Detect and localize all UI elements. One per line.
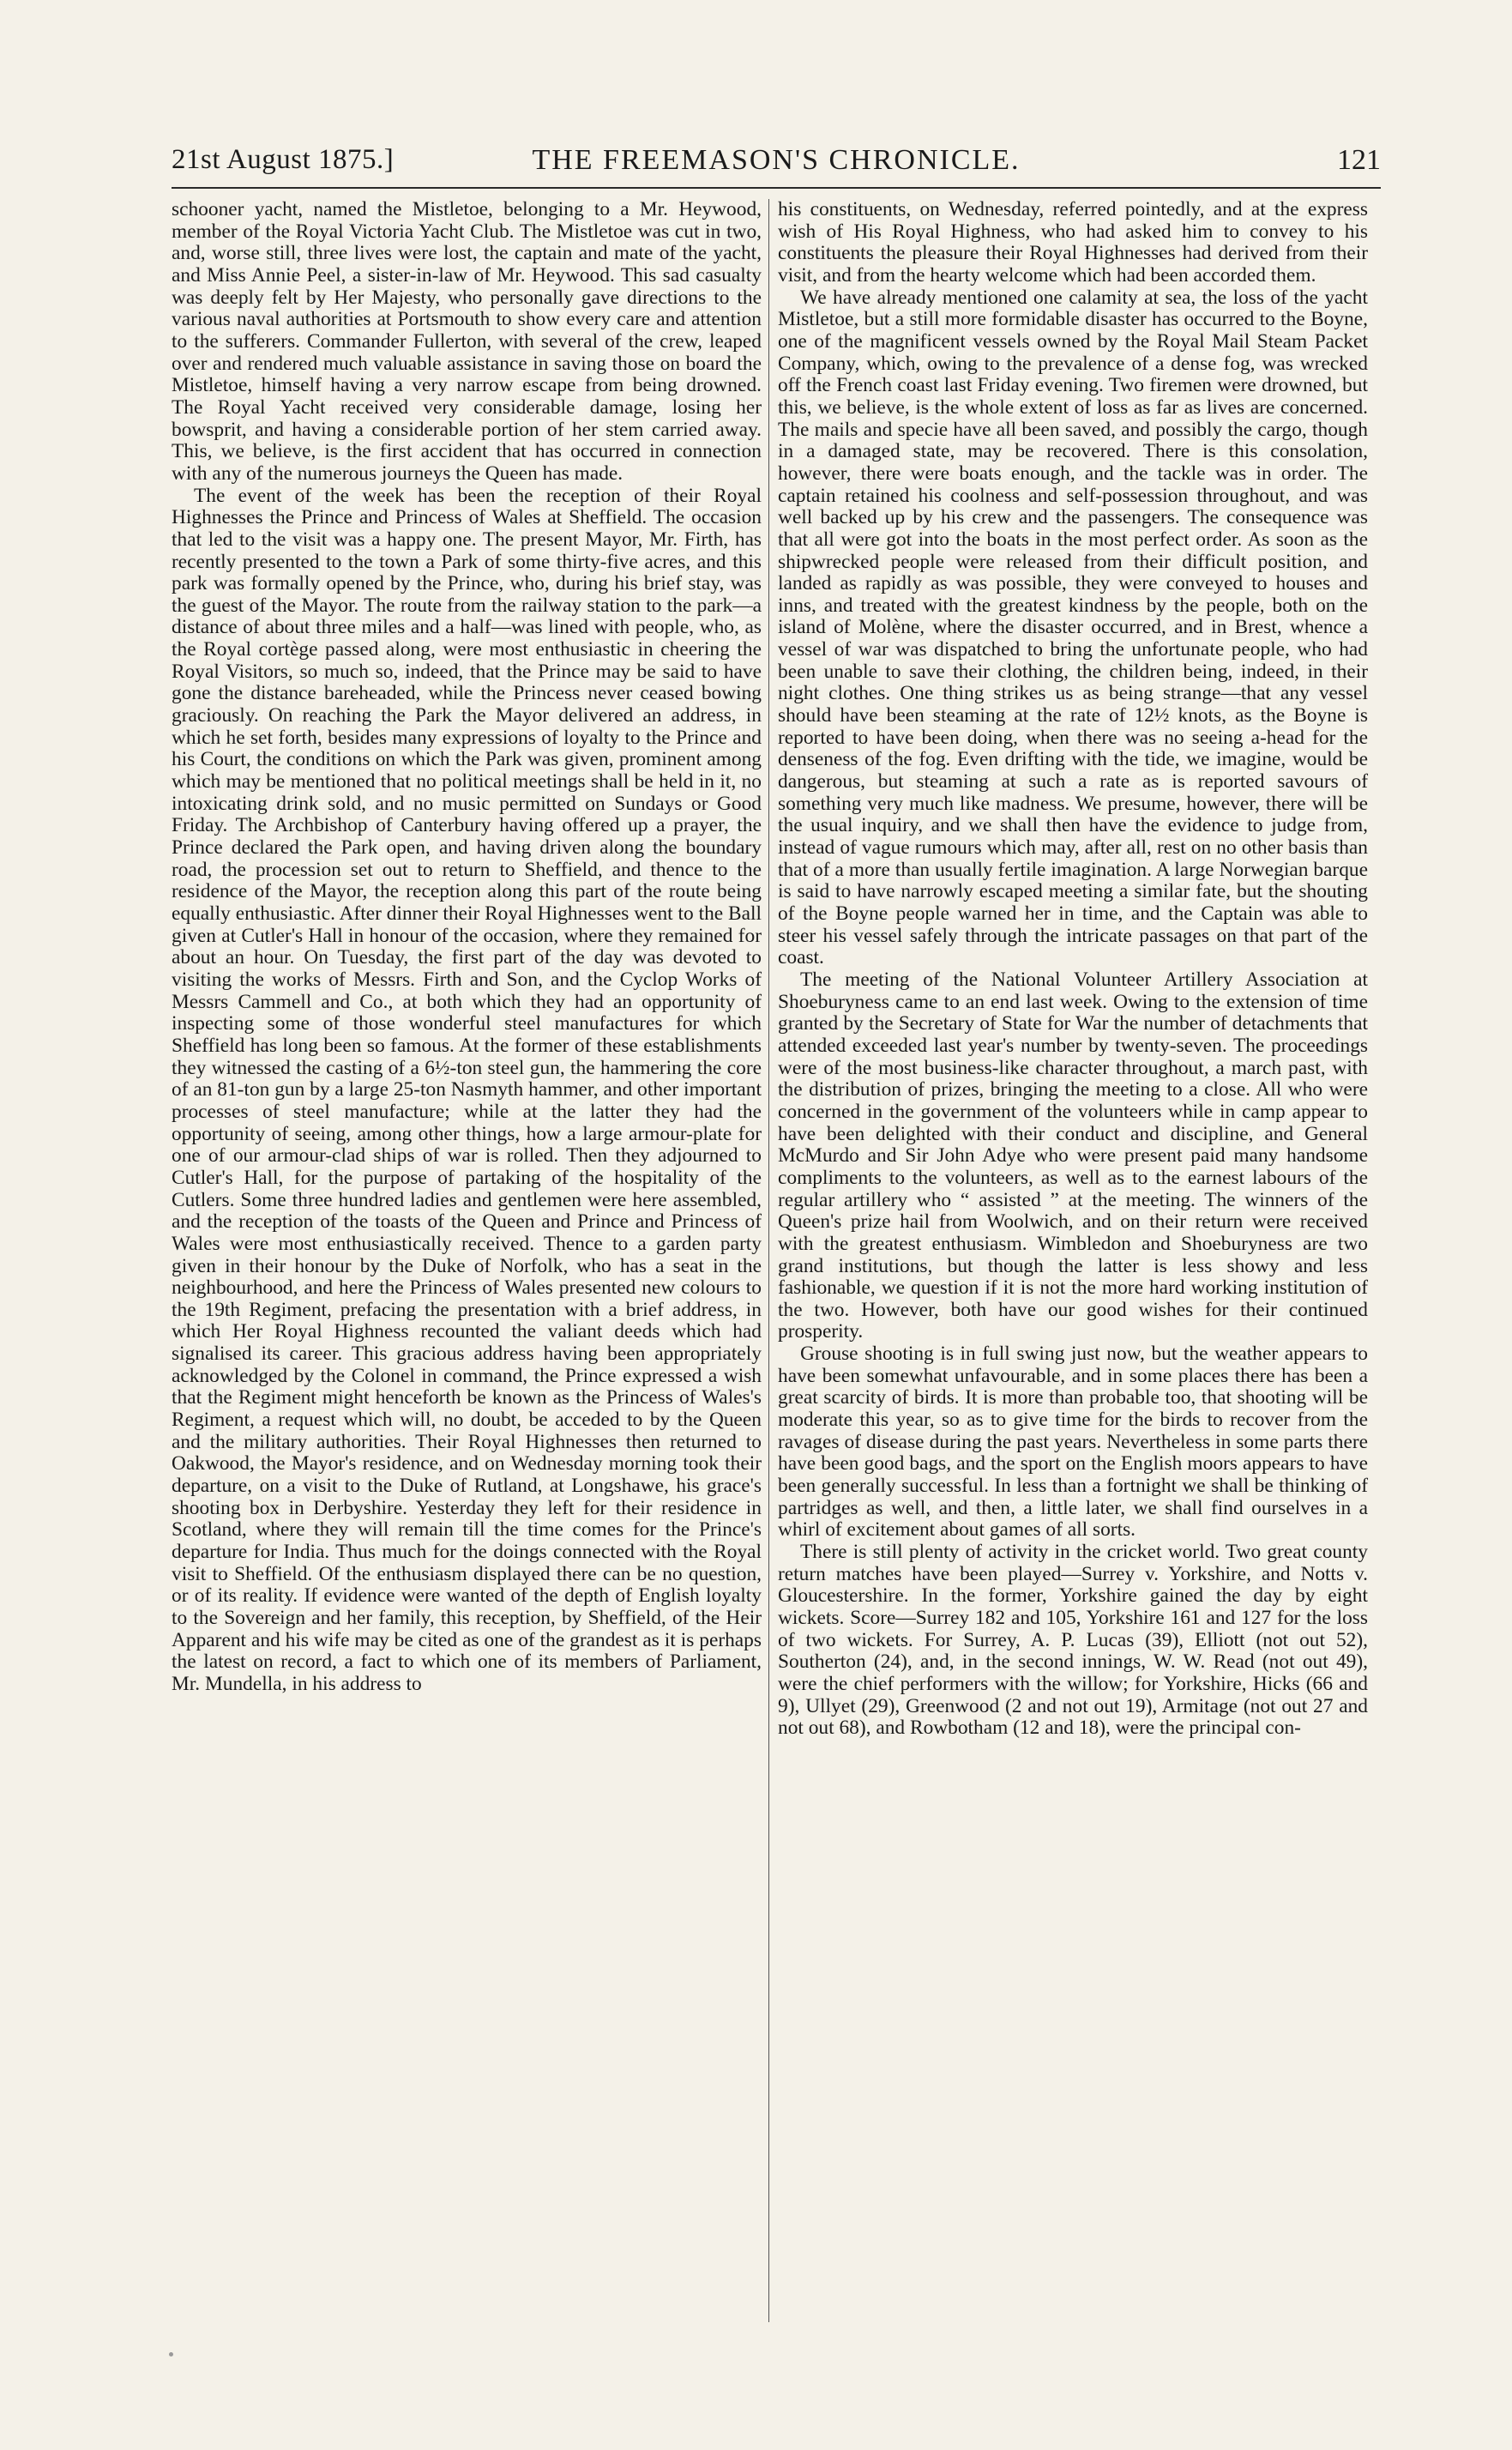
- article-paragraph: We have already mentioned one calamity at sea, the loss of the yacht Mistletoe, but a still more formidable disaster has occurred to the Boyne, one of the magnificent vessels owned by the Royal Mail Steam Packet Company, which, owing to the prevalence of a dense fog, was wrecked off the French coast last Friday evening. Two firemen were drowned, but this, we believe, is the whole extent of loss as far as lives are concerned. The mails and specie have all been saved, and possibly the cargo, though in a damaged state, may be recovered. There is this consolation, however, there were boats enough, and the tackle was in order. The captain retained his coolness and self-possession throughout, and was well backed up by his crew and the passengers. The consequence was that all were got into the boats in the most perfect order. As soon as the shipwrecked people were released from their difficult position, and landed as rapidly as was possible, they were conveyed to houses and inns, and treated with the greatest kindness by the people, both on the island of Molène, where the disaster occurred, and in Brest, whence a vessel of war was dispatched to bring the unfortunate people, who had been unable to save their clothing, the children being, indeed, in their night clothes. One thing strikes us as being strange—that any vessel should have been steaming at the rate of 12½ knots, as the Boyne is reported to have been doing, when there was no seeing a-head for the denseness of the fog. Even drifting with the tide, we imagine, would be dangerous, but steaming at such a rate as is reported savours of something very much like madness. We presume, however, there will be the usual inquiry, and we shall then have the evidence to judge from, instead of vague rumours which may, after all, rest on no other basis than that of a more than usually fertile imagination. A large Norwegian barque is said to have narrowly escaped meeting a similar fate, but the shouting of the Boyne people warned her in time, and the Captain was able to steer his vessel safely through the intricate passages on that part of the coast.: [778, 286, 1368, 969]
- page-header: [172, 144, 1381, 178]
- publication-title: THE FREEMASON'S CHRONICLE.: [532, 144, 1021, 176]
- header-rule: [172, 187, 1381, 189]
- right-column: [778, 199, 1368, 1740]
- article-paragraph: schooner yacht, named the Mistletoe, belonging to a Mr. Heywood, member of the Royal Victoria Yacht Club. The Mistletoe was cut in two, and, worse still, three lives were lost, the captain and mate of the yacht, and Miss Annie Peel, a sister-in-law of Mr. Heywood. This sad casualty was deeply felt by Her Majesty, who personally gave directions to the various naval authorities at Portsmouth to show every care and attention to the sufferers. Commander Fullerton, with several of the crew, leaped over and rendered much valuable assistance in saving those on board the Mistletoe, himself having a very narrow escape from being drowned. The Royal Yacht received very considerable damage, losing her bowsprit, and having a considerable portion of her stem carried away. This, we believe, is the first accident that has occurred in connection with any of the numerous journeys the Queen has made.: [172, 198, 762, 485]
- article-paragraph: his constituents, on Wednesday, referred pointedly, and at the express wish of His Royal Highness, who had asked him to convey to his constituents the pleasure their Royal Highnesses had derived from their visit, and from the hearty welcome which had been accorded them.: [778, 198, 1368, 287]
- left-column: [172, 199, 762, 1696]
- issue-date: 21st August 1875.]: [172, 144, 395, 175]
- page-number: 121: [1337, 144, 1381, 176]
- article-paragraph: The event of the week has been the reception of their Royal Highnesses the Prince and Princess of Wales at Sheffield. The occasion that led to the visit was a happy one. The present Mayor, Mr. Firth, has recently presented to the town a Park of some thirty-five acres, and this park was formally opened by the Prince, who, during his brief stay, was the guest of the Mayor. The route from the railway station to the park—a distance of about three miles and a half—was lined with people, who, as the Royal cortège passed along, were most enthusiastic in cheering the Royal Visitors, so much so, indeed, that the Prince may be said to have gone the distance bareheaded, while the Princess never ceased bowing graciously. On reaching the Park the Mayor delivered an address, in which he set forth, besides many expressions of loyalty to the Prince and his Court, the conditions on which the Park was given, prominent among which may be mentioned that no political meetings shall be held in it, no intoxicating drink sold, and no music permitted on Sundays or Good Friday. The Archbishop of Canterbury having offered up a prayer, the Prince declared the Park open, and having driven along the boundary road, the procession set out to return to Sheffield, and thence to the residence of the Mayor, the reception along this part of the route being equally enthusiastic. After dinner their Royal Highnesses went to the Ball given at Cutler's Hall in honour of the occasion, where they remained for about an hour. On Tuesday, the first part of the day was devoted to visiting the works of Messrs. Firth and Son, and the Cyclop Works of Messrs Cammell and Co., at both which they had an opportunity of inspecting some of those wonderful steel manufactures for which Sheffield has long been so famous. At the former of these establishments they witnessed the casting of a 6½-ton steel gun, the hammering the core of an 81-ton gun by a large 25-ton Nasmyth hammer, and other important processes of steel manufacture; while at the latter they had the opportunity of seeing, among other things, how a large armour-plate for one of our armour-clad ships of war is rolled. Then they adjourned to Cutler's Hall, for the purpose of partaking of the hospitality of the Cutlers. Some three hundred ladies and gentlemen were here assembled, and the reception of the toasts of the Queen and Prince and Princess of Wales were most enthusiastically received. Thence to a garden party given in their honour by the Duke of Norfolk, who has a seat in the neighbourhood, and here the Princess of Wales presented new colours to the 19th Regiment, prefacing the presentation with a brief address, in which Her Royal Highness recounted the valiant deeds which had signalised its career. This gracious address having been appropriately acknowledged by the Colonel in command, the Prince expressed a wish that the Regiment might henceforth be known as the Princess of Wales's Regiment, a request which will, no doubt, be acceded to by the Queen and the military authorities. Their Royal Highnesses then returned to Oakwood, the Mayor's residence, and on Wednesday morning took their departure, on a visit to the Duke of Rutland, at Longshawe, his grace's shooting box in Derbyshire. Yesterday they left for their residence in Scotland, where they will remain till the time comes for the Prince's departure for India. Thus much for the doings connected with the Royal visit to Sheffield. Of the enthusiasm displayed there can be no question, or of its reality. If evidence were wanted of the depth of English loyalty to the Sovereign and her family, this reception, by Sheffield, of the Heir Apparent and his wife may be cited as one of the grandest as it is perhaps the latest on record, a fact to which one of its members of Parliament, Mr. Mundella, in his address to: [172, 484, 762, 1695]
- article-paragraph: The meeting of the National Volunteer Artillery Association at Shoeburyness came to an end last week. Owing to the extension of time granted by the Secretary of State for War the number of detachments that attended exceeded last year's number by twenty-seven. The proceedings were of the most business-like character throughout, a march past, with the distribution of prizes, bringing the meeting to a close. All who were concerned in the government of the volunteers while in camp appear to have been delighted with their conduct and discipline, and General McMurdo and Sir John Adye who were present paid many handsome compliments to the volunteers, as well as to the earnest labours of the regular artillery who “ assisted ” at the meeting. The winners of the Queen's prize hail from Woolwich, and on their return were received with the greatest enthusiasm. Wimbledon and Shoeburyness are two grand institutions, but though the latter is less showy and less fashionable, we question if it is not the more hard working institution of the two. However, both have our good wishes for their continued prosperity.: [778, 968, 1368, 1343]
- article-paragraph: There is still plenty of activity in the cricket world. Two great county return matches have been played—Surrey v. Yorkshire, and Notts v. Gloucestershire. In the former, Yorkshire gained the day by eight wickets. Score—Surrey 182 and 105, Yorkshire 161 and 127 for the loss of two wickets. For Surrey, A. P. Lucas (39), Elliott (not out 52), Southerton (24), and, in the second innings, W. W. Read (not out 49), were the chief performers with the willow; for Yorkshire, Hicks (66 and 9), Ullyet (29), Greenwood (2 and not out 19), Armitage (not out 27 and not out 68), and Rowbotham (12 and 18), were the principal con-: [778, 1541, 1368, 1740]
- article-paragraph: Grouse shooting is in full swing just now, but the weather appears to have been somewhat unfavourable, and in some places there has been a great scarcity of birds. It is more than probable too, that shooting will be moderate this year, so as to give time for the birds to recover from the ravages of disease during the past years. Nevertheless in some parts there have been good bags, and the sport on the English moors appears to have been generally successful. In less than a fortnight we shall be thinking of partridges as well, and then, a little later, we shall find ourselves in a whirl of excitement about games of all sorts.: [778, 1343, 1368, 1542]
- column-divider: [768, 199, 769, 2322]
- page-speck: [169, 2352, 173, 2356]
